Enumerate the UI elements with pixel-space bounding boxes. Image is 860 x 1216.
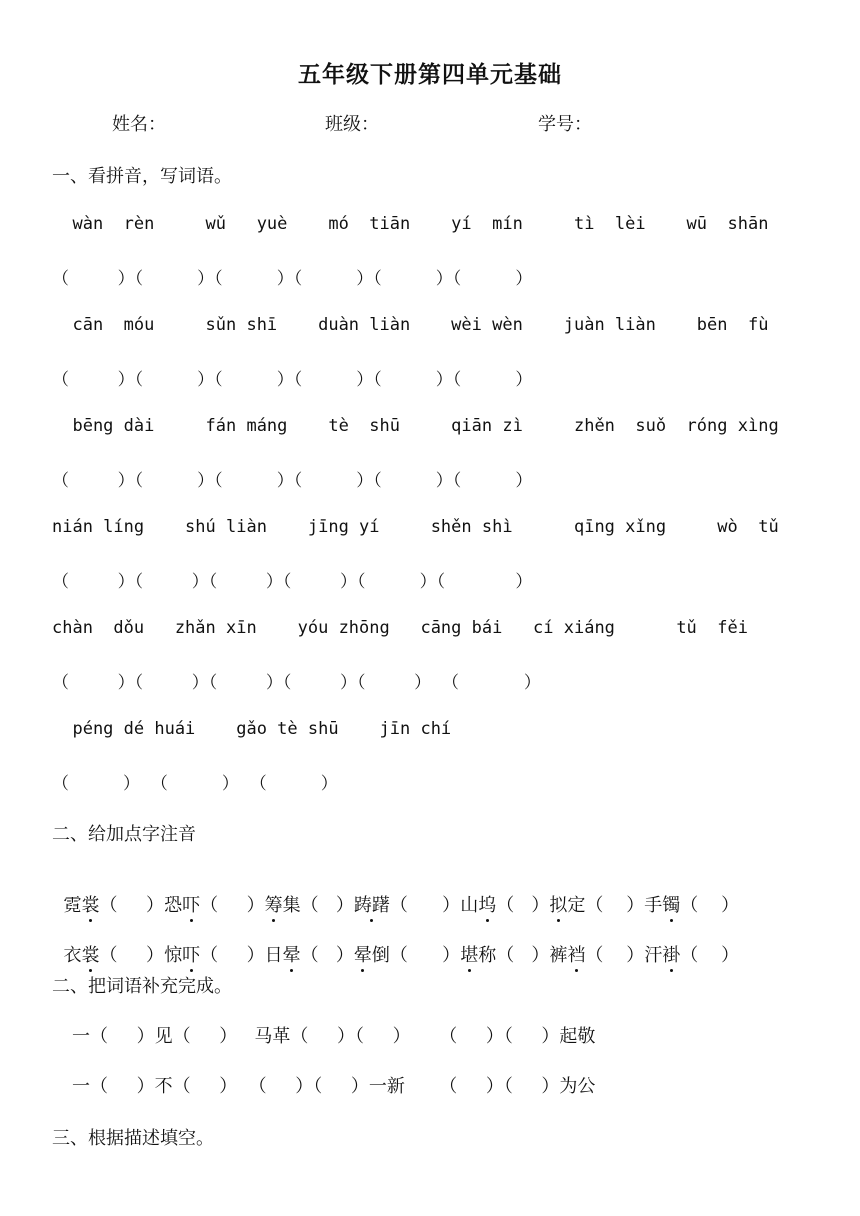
blank[interactable]: （ ）: [496, 895, 550, 916]
blank[interactable]: （ ）: [300, 945, 354, 966]
name-label: 姓名：: [112, 114, 166, 135]
word: 霓裳: [63, 895, 99, 916]
blank[interactable]: （ ）: [99, 945, 165, 966]
answer-row-4[interactable]: （ ）（ ）（ ）（ ）（ ）（ ）: [52, 572, 533, 592]
word: 山坞: [460, 895, 496, 916]
answer-row-5[interactable]: （ ）（ ）（ ）（ ）（ ） （ ）: [52, 673, 541, 693]
section-2-heading: 二、给加点字注音: [52, 824, 196, 845]
blank[interactable]: （ ）: [680, 895, 740, 916]
pinyin-row-4: nián líng shú liàn jīng yí shěn shì qīng xǐng wò tǔ: [52, 517, 779, 537]
pinyin-row-2: cān móu sǔn shī duàn liàn wèi wèn juàn liàn bēn fù: [52, 315, 769, 335]
word: 拟定: [549, 895, 585, 916]
blank[interactable]: （ ）: [99, 895, 165, 916]
blank[interactable]: （ ）: [389, 895, 461, 916]
section-1-heading: 一、看拼音，写词语。: [52, 166, 232, 187]
word: 日晕: [265, 945, 301, 966]
pinyin-row-1: wàn rèn wǔ yuè mó tiān yí mín tì lèi wū shān: [52, 214, 769, 234]
section-3-heading: 二、把词语补充完成。: [52, 976, 232, 997]
word: 筹集: [265, 895, 301, 916]
answer-row-2[interactable]: （ ）（ ）（ ）（ ）（ ）（ ）: [52, 370, 533, 390]
pinyin-row-5: chàn dǒu zhǎn xīn yóu zhōng cāng bái cí xiáng tǔ fěi: [52, 618, 748, 638]
blank[interactable]: （ ）: [389, 945, 461, 966]
blank[interactable]: （ ）: [496, 945, 550, 966]
word: 晕倒: [354, 945, 390, 966]
word: 惊吓: [164, 945, 200, 966]
phonetic-row-1: [52, 870, 739, 917]
answer-row-3[interactable]: （ ）（ ）（ ）（ ）（ ）（ ）: [52, 471, 533, 491]
pinyin-row-3: bēng dài fán máng tè shū qiān zì zhěn suǒ róng xìng: [52, 416, 779, 436]
word: 衣裳: [63, 945, 99, 966]
blank[interactable]: （ ）: [585, 945, 645, 966]
section-4-heading: 三、根据描述填空。: [52, 1128, 214, 1149]
blank[interactable]: （ ）: [200, 945, 265, 966]
word: 堪称: [460, 945, 496, 966]
blank[interactable]: （ ）: [585, 895, 645, 916]
student-number-label: 学号：: [538, 114, 592, 135]
class-label: 班级：: [325, 114, 379, 135]
word: 汗褂: [644, 945, 680, 966]
phonetic-row-2: [52, 920, 739, 967]
answer-row-6[interactable]: （ ） （ ） （ ）: [52, 774, 338, 794]
word: 恐吓: [164, 895, 200, 916]
word: 踌躇: [354, 895, 390, 916]
blank[interactable]: （ ）: [300, 895, 354, 916]
word: 裤裆: [549, 945, 585, 966]
word: 手镯: [644, 895, 680, 916]
page-title: 五年级下册第四单元基础: [298, 62, 562, 88]
blank[interactable]: （ ）: [200, 895, 265, 916]
idiom-row-2[interactable]: 一（ ）不（ ） （ ）（ ）一新 （ ）（ ）为公: [72, 1076, 596, 1097]
idiom-row-1[interactable]: 一（ ）见（ ） 马革（ ）（ ） （ ）（ ）起敬: [72, 1026, 596, 1047]
pinyin-row-6: péng dé huái gǎo tè shū jīn chí: [52, 719, 452, 739]
blank[interactable]: （ ）: [680, 945, 740, 966]
answer-row-1[interactable]: （ ）（ ）（ ）（ ）（ ）（ ）: [52, 269, 533, 289]
